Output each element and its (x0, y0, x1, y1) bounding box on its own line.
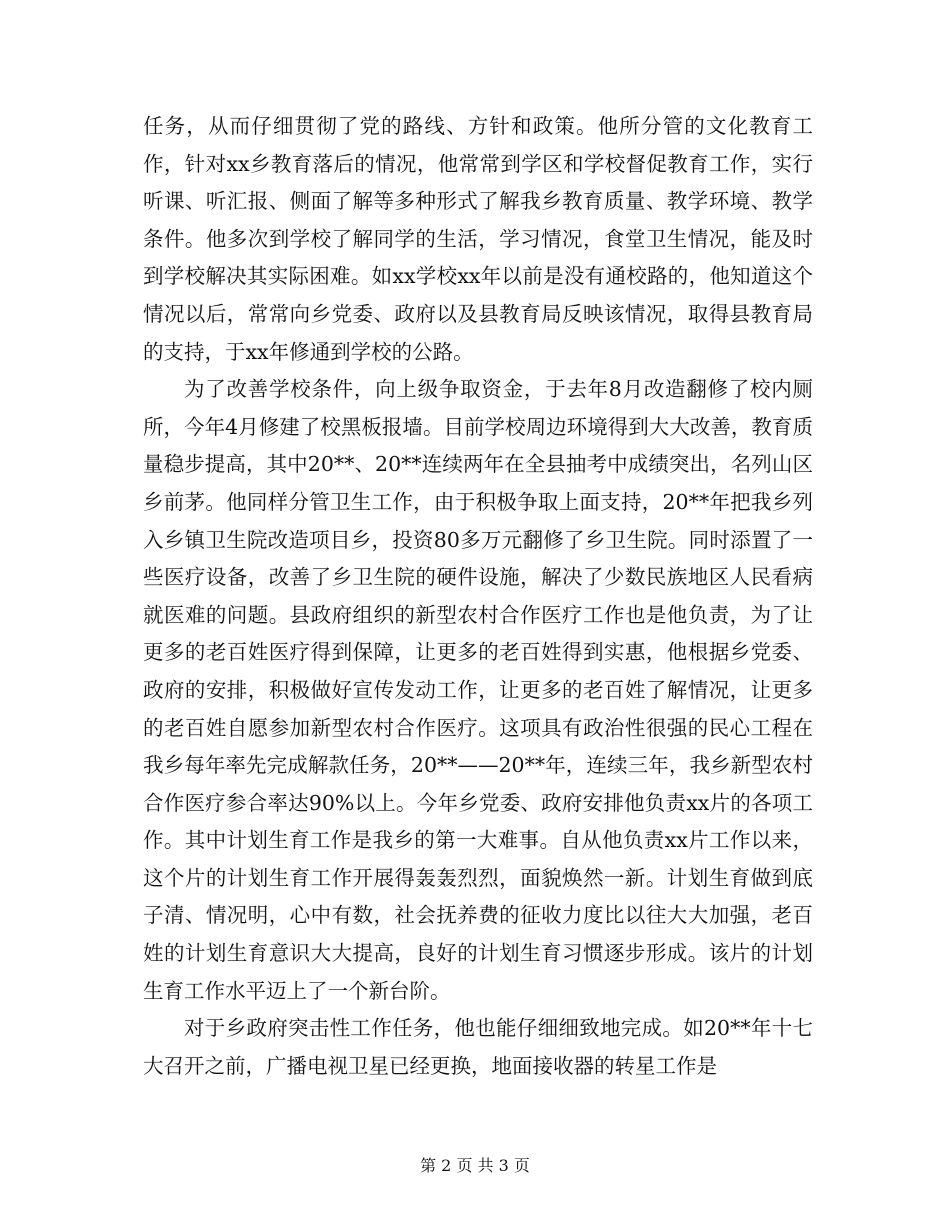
paragraph-1: 任务，从而仔细贯彻了党的路线、方针和政策。他所分管的文化教育工作，针对xx乡教育落后的情况，他常常到学区和学校督促教育工作，实行听课、听汇报、侧面了解等多种形式了解我乡教育质量、教学环境、教学条件。他多次到学校了解同学的生活，学习情况，食堂卫生情况，能及时到学校解决其实际困难。如xx学校xx年以前是没有通校路的，他知道这个情况以后，常常向乡党委、政府以及县教育局反映该情况，取得县教育局的支持，于xx年修通到学校的公路。 (143, 114, 813, 364)
document-body (143, 108, 813, 1085)
page-number-footer: 第 2 页 共 3 页 (420, 1156, 530, 1175)
paragraph-3: 对于乡政府突击性工作任务，他也能仔细细致地完成。如20**年十七大召开之前，广播电视卫星已经更换，地面接收器的转星工作是 (143, 1016, 813, 1078)
paragraph-2: 为了改善学校条件，向上级争取资金，于去年8月改造翻修了校内厕所，今年4月修建了校黑板报墙。目前学校周边环境得到大大改善，教育质量稳步提高，其中20**、20**连续两年在全县抽考中成绩突出，名列山区乡前茅。他同样分管卫生工作，由于积极争取上面支持，20**年把我乡列入乡镇卫生院改造项目乡，投资80多万元翻修了乡卫生院。同时添置了一些医疗设备，改善了乡卫生院的硬件设施，解决了少数民族地区人民看病就医难的问题。县政府组织的新型农村合作医疗工作也是他负责，为了让更多的老百姓医疗得到保障，让更多的老百姓得到实惠，他根据乡党委、政府的安排，积极做好宣传发动工作，让更多的老百姓了解情况，让更多的老百姓自愿参加新型农村合作医疗。这项具有政治性很强的民心工程在我乡每年率先完成解款任务，20**——20**年，连续三年，我乡新型农村合作医疗参合率达90%以上。今年乡党委、政府安排他负责xx片的各项工作。其中计划生育工作是我乡的第一大难事。自从他负责xx片工作以来，这个片的计划生育工作开展得轰轰烈烈，面貌焕然一新。计划生育做到底子清、情况明，心中有数，社会抚养费的征收力度比以往大大加强，老百姓的计划生育意识大大提高，良好的计划生育习惯逐步形成。该片的计划生育工作水平迈上了一个新台阶。 (143, 377, 813, 1003)
